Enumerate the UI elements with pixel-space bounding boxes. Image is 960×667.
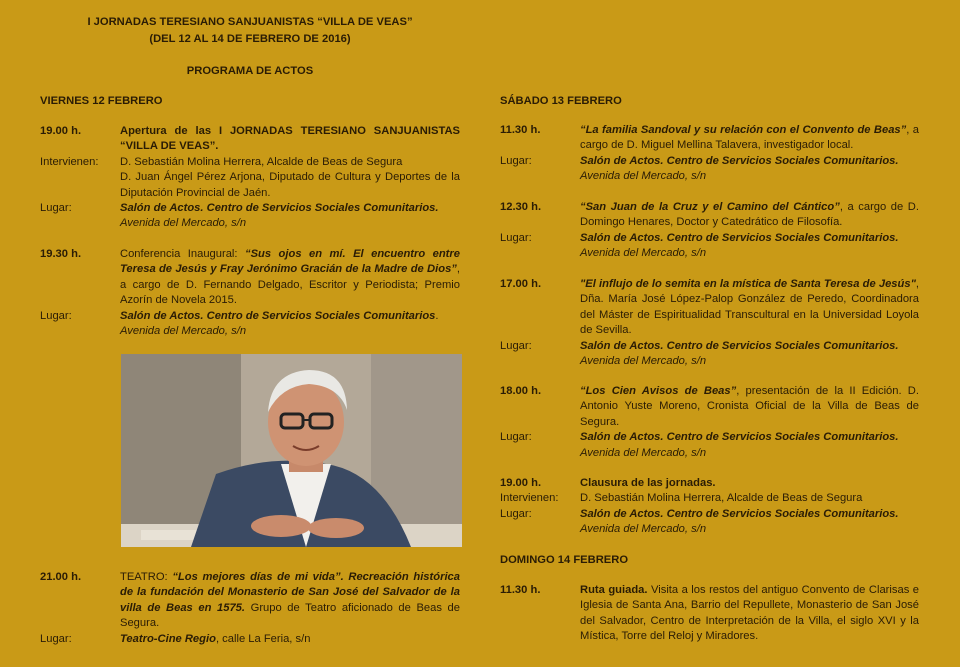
event-place: Salón de Actos. Centro de Servicios Sociales Comunitarios. (580, 339, 899, 352)
event-address: Avenida del Mercado, s/n (120, 325, 247, 338)
event-title: “Los Cien Avisos de Beas” (580, 385, 737, 397)
event-type: Conferencia Inaugural: (120, 248, 245, 260)
speaker-photo (121, 354, 462, 547)
speaker: D. Sebastián Molina Herrera, Alcalde de Beas de Segura (120, 155, 403, 168)
event-description: , a cargo de D. Fernando Delgado, Escritor y Periodista; Premio Azorín de Novela 2015. (120, 263, 460, 307)
event-title: I JORNADAS TERESIANO SANJUANISTAS “VILLA DE VEAS” (87, 16, 413, 28)
event-address: , calle La Feria, s/n (215, 632, 311, 645)
lugar-label: Lugar: (500, 431, 532, 444)
speaker: D. Sebastián Molina Herrera, Alcalde de Beas de Segura (580, 492, 863, 505)
lugar-label: Lugar: (500, 231, 532, 244)
event-place: Salón de Actos. Centro de Servicios Sociales Comunitarios. (580, 431, 899, 444)
event-time: 12.30 h. (500, 201, 542, 213)
event-time: 19.30 h. (40, 248, 82, 260)
event-type: TEATRO: (120, 571, 173, 583)
lugar-label: Lugar: (40, 632, 72, 645)
event-description: , Dña. María José López-Palop González de Peredo, Coordinadora del Máster de Espiritualidad Transcultural en la Universidad Loyola de Sevilla. (580, 278, 919, 337)
event-sabado-1230 (500, 200, 919, 262)
event-domingo-1130 (500, 583, 919, 645)
event-address: Avenida del Mercado, s/n (580, 170, 707, 183)
speaker: D. Juan Ángel Pérez Arjona, Diputado de Cultura y Deportes de la Diputación Provincial de Jaén. (120, 171, 460, 199)
lugar-label: Lugar: (500, 339, 532, 352)
speaker-portrait-illustration (121, 354, 462, 547)
event-time: 19.00 h. (40, 125, 82, 137)
event-place: Salón de Actos. Centro de Servicios Sociales Comunitarios. (580, 231, 899, 244)
event-time: 18.00 h. (500, 385, 542, 397)
lugar-label: Lugar: (500, 507, 532, 520)
event-place: Salón de Actos. Centro de Servicios Sociales Comunitarios. (120, 202, 439, 215)
event-address: Avenida del Mercado, s/n (580, 523, 707, 536)
event-address: Avenida del Mercado, s/n (580, 446, 707, 459)
event-place: Salón de Actos. Centro de Servicios Sociales Comunitarios. (580, 507, 899, 520)
program-heading: PROGRAMA DE ACTOS (186, 65, 314, 77)
event-description: , a cargo de D. Domingo Henares, Doctor y Catedrático de Filosofía. (580, 201, 919, 229)
event-description: Visita a los restos del antiguo Convento de Clarisas e Iglesia de Santa Ana, Barrio del Repullete, Monasterio de San José del Salvador, Centro de Interpretación de la Villa, el siglo XVI y la Mística, Torre del Reloj y Miradores. (580, 584, 919, 643)
event-title: “La familia Sandoval y su relación con el Convento de Beas” (580, 124, 907, 136)
event-description: , a cargo de D. Miguel Mellina Talavera, investigador local. (580, 124, 919, 152)
intervienen-label: Intervienen: (40, 155, 99, 168)
event-viernes-1930 (40, 247, 460, 339)
event-viernes-1900 (40, 124, 460, 232)
event-viernes-2100 (40, 570, 460, 647)
event-title: “Sus ojos en mí. El encuentro entre Teresa de Jesús y Fray Jerónimo Gracián de la Madre de Dios” (120, 248, 460, 276)
event-title: Ruta guiada. (580, 584, 648, 596)
event-title: “Los mejores días de mi vida”. Recreación histórica de la fundación del Monasterio de San José del Salvador de la villa de Beas en 1575. (120, 571, 460, 614)
event-time: 11.30 h. (500, 124, 541, 136)
event-sabado-1130 (500, 123, 919, 185)
lugar-label: Lugar: (40, 309, 72, 322)
event-time: 21.00 h. (40, 571, 82, 583)
event-dates: (DEL 12 AL 14 DE FEBRERO DE 2016) (149, 33, 351, 45)
event-title: Apertura de las I JORNADAS TERESIANO SANJUANISTAS “VILLA DE VEAS”. (120, 125, 460, 153)
day-heading-viernes: VIERNES 12 FEBRERO (40, 95, 163, 107)
event-title: “San Juan de la Cruz y el Camino del Cántico” (580, 201, 840, 213)
day-heading-domingo: DOMINGO 14 FEBRERO (500, 554, 629, 566)
event-sabado-1900 (500, 476, 919, 538)
event-title: Clausura de las jornadas. (580, 477, 716, 489)
lugar-label: Lugar: (500, 154, 532, 167)
event-description: Grupo de Teatro aficionado de Beas de Segura. (120, 601, 461, 630)
event-place: Salón de Actos. Centro de Servicios Sociales Comunitarios (120, 309, 436, 322)
day-heading-sabado: SÁBADO 13 FEBRERO (500, 95, 622, 107)
event-address: Avenida del Mercado, s/n (580, 247, 707, 260)
event-place-end: . (435, 309, 439, 322)
event-sabado-1700 (500, 277, 919, 369)
event-sabado-1800 (500, 384, 919, 461)
event-time: 17.00 h. (500, 278, 542, 290)
event-time: 19.00 h. (500, 477, 542, 489)
event-time: 11.30 h. (500, 584, 541, 596)
event-place: Salón de Actos. Centro de Servicios Sociales Comunitarios. (580, 154, 899, 167)
event-place: Teatro-Cine Regio (120, 632, 216, 645)
event-title: "El influjo de lo semita en la mística de Santa Teresa de Jesús" (580, 278, 916, 290)
lugar-label: Lugar: (40, 202, 72, 215)
event-address: Avenida del Mercado, s/n (120, 217, 247, 230)
event-address: Avenida del Mercado, s/n (580, 355, 707, 368)
event-description: , presentación de la II Edición. D. Antonio Yuste Moreno, Cronista Oficial de la Villa de Beas de Segura. (580, 385, 919, 428)
intervienen-label: Intervienen: (500, 492, 559, 505)
